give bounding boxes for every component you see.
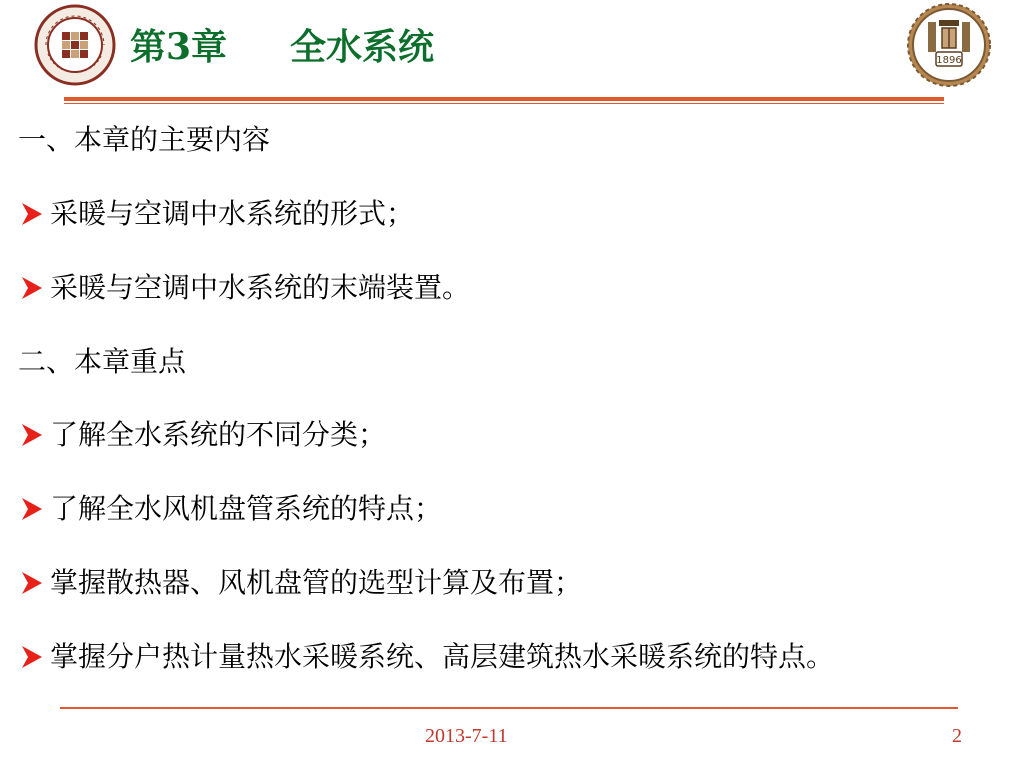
arrow-bullet-icon	[18, 415, 50, 455]
list-item-text: 采暖与空调中水系统的末端装置。	[50, 271, 471, 304]
footer-divider	[60, 707, 958, 709]
list-item	[18, 268, 470, 308]
footer-date: 2013-7-11	[425, 725, 508, 747]
list-item	[18, 489, 442, 529]
arrow-bullet-icon	[18, 489, 50, 529]
page-title: 全水系统	[290, 26, 435, 68]
list-item-text: 采暖与空调中水系统的形式；	[50, 197, 415, 230]
list-item	[18, 637, 834, 677]
arrow-bullet-icon	[18, 563, 50, 603]
list-item	[18, 415, 386, 455]
page-number: 2	[952, 725, 962, 747]
section-heading-key-points: 二、本章重点	[18, 345, 187, 378]
university-seal-icon	[906, 2, 992, 88]
chapter-label: 第3章	[130, 26, 228, 68]
list-item	[18, 563, 582, 603]
list-item-text: 了解全水系统的不同分类；	[50, 418, 387, 451]
list-item	[18, 194, 414, 234]
arrow-bullet-icon	[18, 268, 50, 308]
arrow-bullet-icon	[18, 194, 50, 234]
section-heading-main-content: 一、本章的主要内容	[18, 123, 271, 156]
seal-year: 1896	[936, 55, 962, 66]
list-item-text: 了解全水风机盘管系统的特点；	[50, 492, 443, 525]
university-emblem-icon	[34, 4, 116, 86]
list-item-text: 掌握散热器、风机盘管的选型计算及布置；	[50, 566, 583, 599]
arrow-bullet-icon	[18, 637, 50, 677]
header-divider	[64, 97, 944, 101]
header-divider-thin	[64, 103, 944, 104]
list-item-text: 掌握分户热计量热水采暖系统、高层建筑热水采暖系统的特点。	[50, 640, 835, 673]
